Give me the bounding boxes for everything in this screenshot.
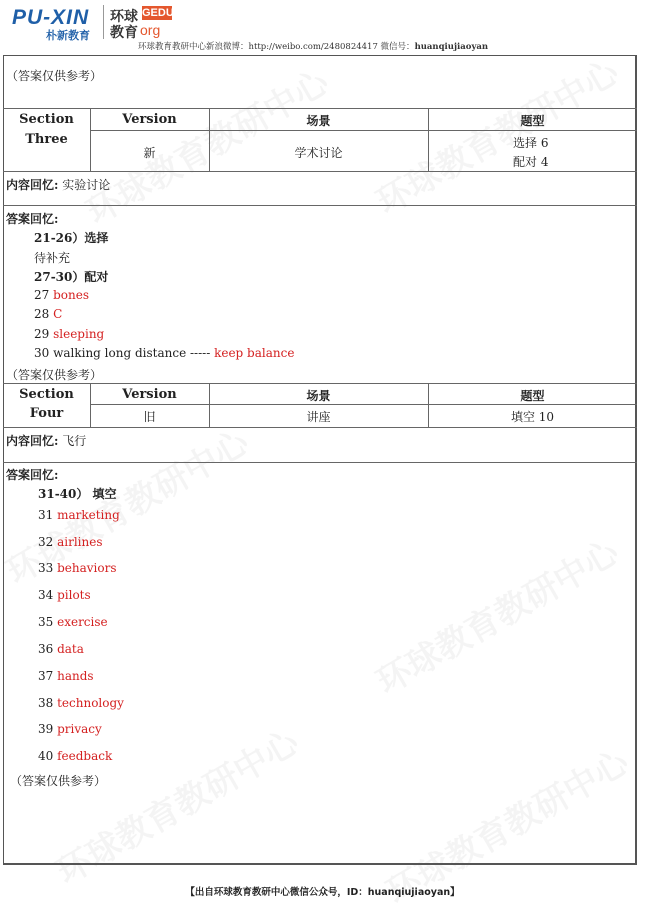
answer-num: 27 xyxy=(34,288,54,302)
answer-item xyxy=(38,535,103,549)
section-three-label: Section xyxy=(19,112,74,127)
answer-item xyxy=(38,749,112,763)
answer-item xyxy=(34,307,62,321)
divider xyxy=(3,383,637,384)
answer-text: feedback xyxy=(57,749,113,763)
col-type-header: 题型 xyxy=(520,389,545,403)
col-version-header: Version xyxy=(122,387,177,402)
answer-text: pilots xyxy=(57,588,91,602)
answer-text: behaviors xyxy=(57,561,117,575)
col-scene-header: 场景 xyxy=(306,389,331,403)
answer-item xyxy=(34,346,294,360)
gedu-logo-text-2: 教育 xyxy=(110,25,138,41)
col-version-header: Version xyxy=(122,112,177,127)
top-note: （答案仅供参考） xyxy=(6,69,103,83)
answer-text: bones xyxy=(53,288,89,302)
answer-item xyxy=(34,327,104,341)
answer-item xyxy=(38,508,120,522)
col-scene-header: 场景 xyxy=(306,114,331,128)
logo-divider xyxy=(103,5,104,39)
answer-text: exercise xyxy=(57,615,108,629)
question-group: 31-40） 填空 xyxy=(38,487,117,501)
divider xyxy=(90,130,637,131)
answer-item xyxy=(34,288,89,302)
puxin-logo-sub: 朴新教育 xyxy=(46,29,90,42)
type-value-1: 选择 6 xyxy=(513,136,549,150)
question-group: 21-26）选择 xyxy=(34,231,109,245)
section-four-label: Section xyxy=(19,387,74,402)
divider xyxy=(3,108,637,109)
answer-num: 39 xyxy=(38,722,58,736)
answer-num: 29 xyxy=(34,327,54,341)
answer-num: 37 xyxy=(38,669,58,683)
answer-num: 31 xyxy=(38,508,58,522)
answer-text: marketing xyxy=(57,508,120,522)
gedu-logo-text-1: 环球 xyxy=(110,9,138,25)
question-group: 27-30）配对 xyxy=(34,270,109,284)
answer-num: 36 xyxy=(38,642,58,656)
section-note: （答案仅供参考） xyxy=(10,774,107,788)
page-footer: 【出自环球教育教研中心微信公众号，ID：huanqiujiaoyan】 xyxy=(185,887,460,898)
answer-item xyxy=(38,722,102,736)
section-four-label-2: Four xyxy=(29,406,64,421)
answer-num: 38 xyxy=(38,696,58,710)
type-value-2: 配对 4 xyxy=(513,155,549,169)
divider xyxy=(90,404,637,405)
content-recall-label: 内容回忆: xyxy=(6,178,59,192)
answer-text: privacy xyxy=(57,722,102,736)
answer-text: airlines xyxy=(57,535,103,549)
group-note: 待补充 xyxy=(34,251,71,265)
answer-item xyxy=(38,669,94,683)
answer-item xyxy=(38,561,117,575)
divider xyxy=(3,427,637,428)
section-note: （答案仅供参考） xyxy=(6,368,103,382)
answer-item xyxy=(38,642,84,656)
answer-text: keep balance xyxy=(214,346,295,360)
answer-text: sleeping xyxy=(53,327,105,341)
answer-num: 40 xyxy=(38,749,58,763)
gedu-logo-badge: GEDU xyxy=(142,7,174,19)
type-value-1: 填空 10 xyxy=(510,410,555,424)
content-recall-label: 内容回忆: xyxy=(6,434,59,448)
puxin-logo: PU-XIN xyxy=(12,6,90,29)
answer-num: 32 xyxy=(38,535,58,549)
answer-text: data xyxy=(57,642,84,656)
answer-text: technology xyxy=(57,696,124,710)
answer-text: C xyxy=(53,307,63,321)
content-recall-value: 飞行 xyxy=(58,434,87,448)
content-recall xyxy=(6,432,86,449)
answer-item xyxy=(38,615,108,629)
header-info-text: 环球教育教研中心新浪微博：http://weibo.com/2480824417 微信号： xyxy=(138,42,415,52)
col-type-header: 题型 xyxy=(520,114,545,128)
version-value: 旧 xyxy=(143,410,156,424)
answer-recall-label: 答案回忆: xyxy=(6,468,59,482)
content-recall-value: 实验讨论 xyxy=(58,178,111,192)
divider xyxy=(3,462,637,463)
answer-num: 35 xyxy=(38,615,58,629)
header-wechat-id: huanqiujiaoyan xyxy=(414,42,489,52)
version-value: 新 xyxy=(143,146,156,160)
section-three-label-2: Three xyxy=(25,132,68,147)
answer-text: hands xyxy=(57,669,94,683)
header-info xyxy=(138,40,488,52)
page-header xyxy=(0,0,645,55)
answer-item xyxy=(38,588,91,602)
scene-value: 讲座 xyxy=(306,410,331,424)
answer-item xyxy=(38,696,124,710)
gedu-logo-org: org xyxy=(140,22,161,38)
answer-num: 28 xyxy=(34,307,54,321)
divider xyxy=(3,171,637,172)
scene-value: 学术讨论 xyxy=(294,146,343,160)
divider xyxy=(3,205,637,206)
answer-recall-label: 答案回忆: xyxy=(6,212,59,226)
answer-num: 33 xyxy=(38,561,58,575)
answer-num: 34 xyxy=(38,588,58,602)
content-recall xyxy=(6,176,110,193)
answer-num: 30 walking long distance ----- xyxy=(34,346,215,360)
